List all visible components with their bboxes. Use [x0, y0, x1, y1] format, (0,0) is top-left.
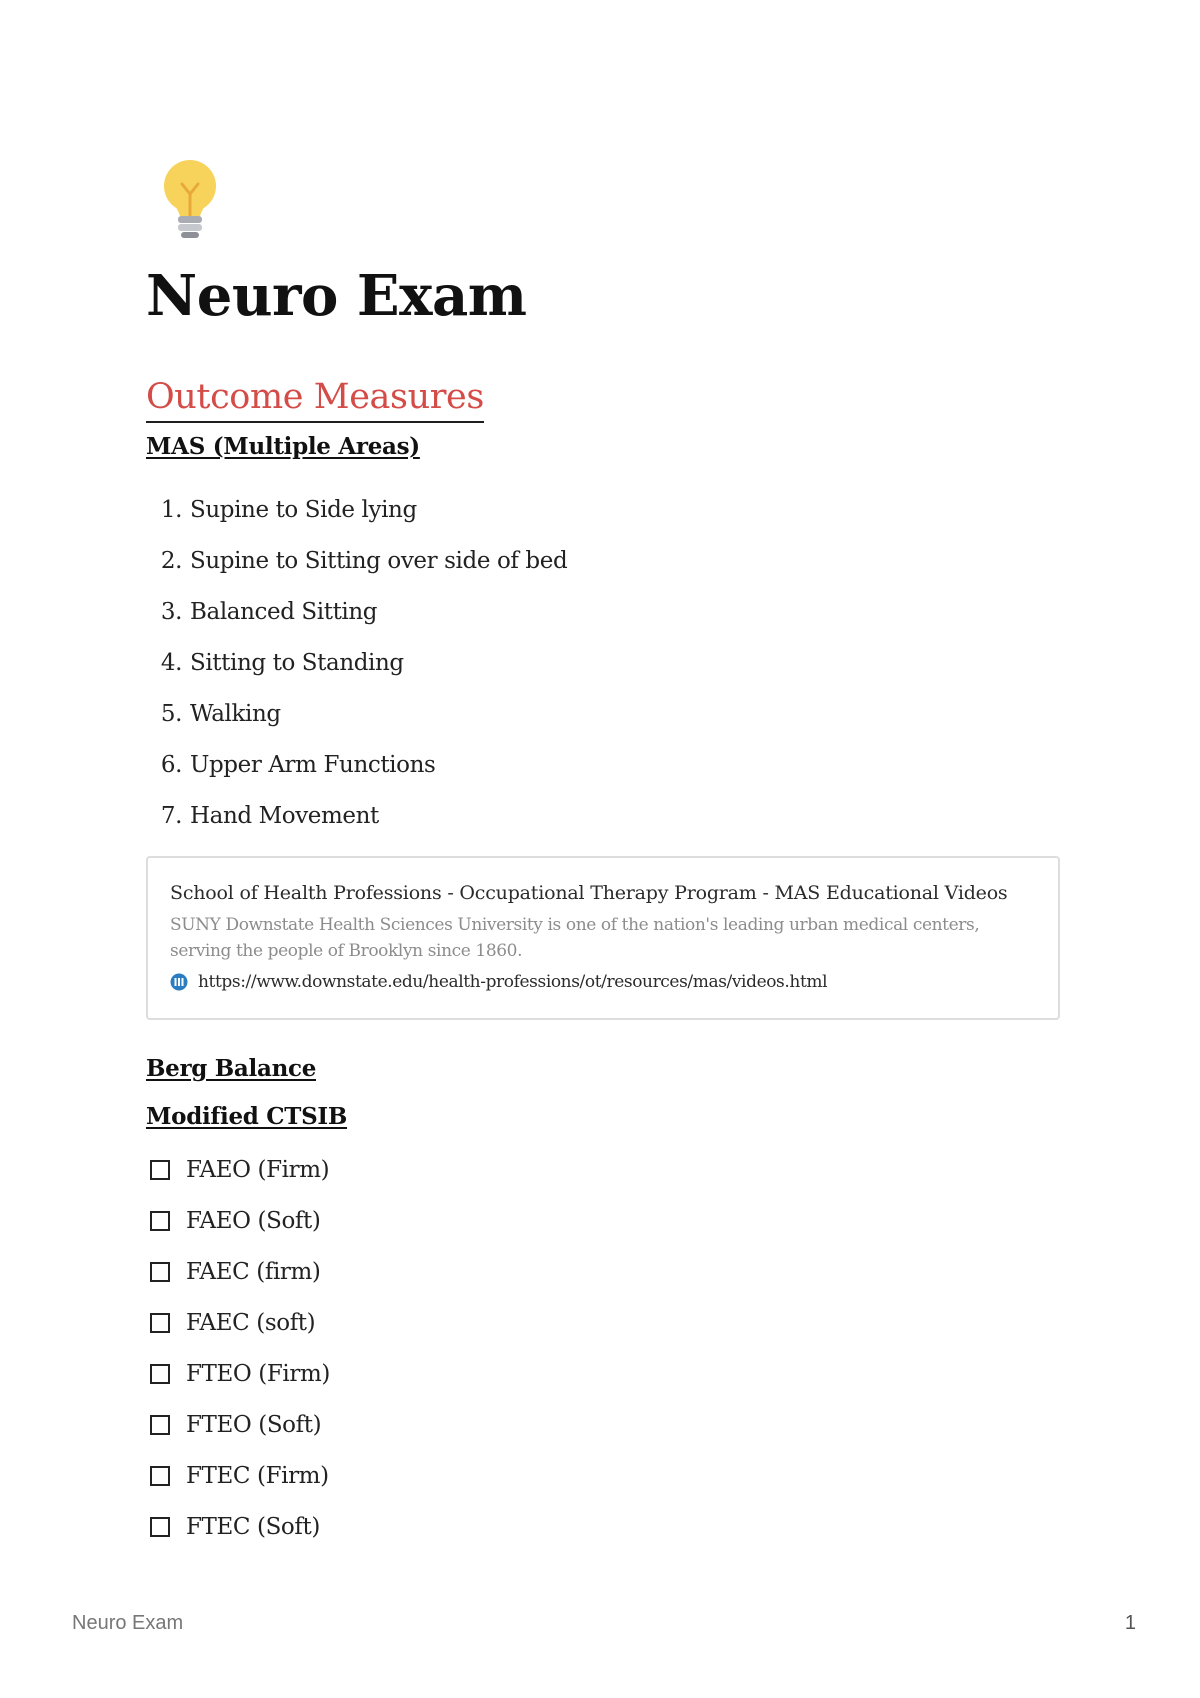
list-item	[146, 484, 567, 535]
checkbox[interactable]	[150, 1364, 170, 1384]
checklist-item	[150, 1246, 330, 1297]
checklist-label: FTEO (Firm)	[186, 1360, 330, 1387]
list-item-label: Upper Arm Functions	[190, 751, 436, 778]
berg-balance-heading: Berg Balance	[146, 1055, 317, 1082]
list-item-label: Sitting to Standing	[190, 649, 404, 676]
list-item-label: Hand Movement	[190, 802, 379, 829]
checklist-label: FAEO (Soft)	[186, 1207, 321, 1234]
ctsib-checklist	[150, 1144, 330, 1552]
list-number: 4.	[160, 649, 182, 676]
checklist-item	[150, 1144, 330, 1195]
list-number: 2.	[160, 547, 182, 574]
web-bookmark-card[interactable]	[146, 856, 1060, 1020]
list-number: 6.	[160, 751, 182, 778]
list-number: 1.	[160, 496, 182, 523]
list-number: 3.	[160, 598, 182, 625]
list-item	[146, 586, 567, 637]
bookmark-description: SUNY Downstate Health Sciences University is one of the nation's leading urban medical centers, serving the people of Brooklyn since 1860.	[170, 915, 980, 961]
checkbox[interactable]	[150, 1517, 170, 1537]
checklist-item	[150, 1195, 330, 1246]
checklist-item	[150, 1450, 330, 1501]
checklist-item	[150, 1399, 330, 1450]
checklist-label: FAEC (firm)	[186, 1258, 321, 1285]
checklist-label: FTEC (Firm)	[186, 1462, 329, 1489]
mas-heading: MAS (Multiple Areas)	[146, 433, 420, 460]
footer-document-title: Neuro Exam	[72, 1612, 184, 1634]
checkbox[interactable]	[150, 1466, 170, 1486]
list-item	[146, 535, 567, 586]
checkbox[interactable]	[150, 1415, 170, 1435]
bookmark-title: School of Health Professions - Occupational Therapy Program - MAS Educational Videos	[170, 882, 1008, 904]
checklist-label: FTEO (Soft)	[186, 1411, 322, 1438]
checkbox[interactable]	[150, 1160, 170, 1180]
footer-page-number: 1	[1124, 1612, 1136, 1634]
checklist-label: FAEO (Firm)	[186, 1156, 330, 1183]
outcome-measures-heading: Outcome Measures	[146, 375, 484, 423]
list-item	[146, 739, 567, 790]
list-item-label: Walking	[190, 700, 281, 727]
checkbox[interactable]	[150, 1313, 170, 1333]
lightbulb-icon	[158, 158, 222, 242]
list-item-label: Supine to Sitting over side of bed	[190, 547, 568, 574]
list-item-label: Balanced Sitting	[190, 598, 378, 625]
checklist-item	[150, 1348, 330, 1399]
modified-ctsib-heading: Modified CTSIB	[146, 1103, 348, 1130]
list-item-label: Supine to Side lying	[190, 496, 417, 523]
page-title: Neuro Exam	[146, 263, 527, 329]
list-number: 5.	[160, 700, 182, 727]
list-item	[146, 790, 567, 841]
list-number: 7.	[160, 802, 182, 829]
list-item	[146, 637, 567, 688]
checklist-item	[150, 1297, 330, 1348]
checkbox[interactable]	[150, 1211, 170, 1231]
downstate-favicon-icon	[170, 973, 188, 991]
checklist-item	[150, 1501, 330, 1552]
checkbox[interactable]	[150, 1262, 170, 1282]
checklist-label: FTEC (Soft)	[186, 1513, 320, 1540]
checklist-label: FAEC (soft)	[186, 1309, 316, 1336]
bookmark-url[interactable]: https://www.downstate.edu/health-professions/ot/resources/mas/videos.html	[198, 972, 828, 992]
list-item	[146, 688, 567, 739]
bookmark-url-row[interactable]	[170, 968, 1036, 996]
mas-list	[146, 484, 567, 841]
